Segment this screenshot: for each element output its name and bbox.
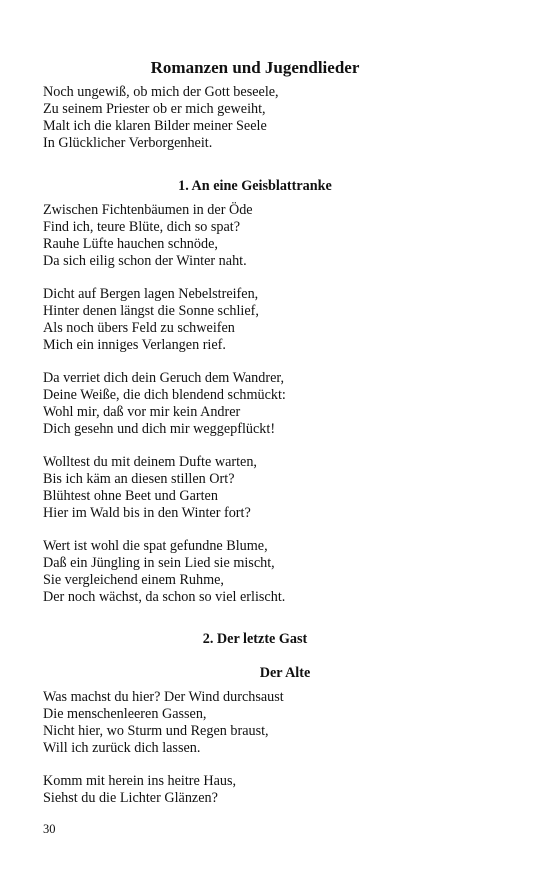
verse-line: Bis ich käm an diesen stillen Ort? (43, 471, 235, 487)
poem-heading: 2. Der letzte Gast (202, 631, 308, 647)
verse-line: Wolltest du mit deinem Dufte warten, (43, 454, 257, 470)
verse-line: Daß ein Jüngling in sein Lied sie mischt, (43, 555, 275, 571)
verse-line: Malt ich die klaren Bilder meiner Seele (43, 118, 267, 134)
verse-line: Mich ein inniges Verlangen rief. (43, 337, 226, 353)
verse-line: Dicht auf Bergen lagen Nebelstreifen, (43, 286, 259, 302)
verse-line: Siehst du die Lichter Glänzen? (43, 790, 218, 806)
intro-stanza (43, 84, 279, 152)
stanza (43, 689, 284, 757)
verse-line: Blühtest ohne Beet und Garten (43, 488, 218, 504)
verse-line: Noch ungewiß, ob mich der Gott beseele, (43, 84, 279, 100)
verse-line: Hier im Wald bis in den Winter fort? (43, 505, 251, 521)
verse-line: Komm mit herein ins heitre Haus, (43, 773, 237, 789)
verse-line: Rauhe Lüfte hauchen schnöde, (43, 236, 218, 252)
verse-line: In Glücklicher Verborgenheit. (43, 135, 213, 151)
verse-line: Wohl mir, daß vor mir kein Andrer (43, 404, 241, 420)
verse-line: Als noch übers Feld zu schweifen (43, 320, 235, 336)
verse-line: Der noch wächst, da schon so viel erlischt. (43, 589, 286, 605)
verse-line: Deine Weiße, die dich blendend schmückt: (43, 387, 286, 403)
stanza (43, 286, 259, 354)
verse-line: Nicht hier, wo Sturm und Regen braust, (43, 723, 269, 739)
stanza (43, 202, 253, 270)
section-title: Romanzen und Jugendlieder (150, 58, 360, 77)
verse-line: Da sich eilig schon der Winter naht. (43, 253, 247, 269)
stanza (43, 773, 236, 807)
verse-line: Die menschenleeren Gassen, (43, 706, 207, 722)
stanza (43, 454, 257, 522)
verse-line: Zu seinem Priester ob er mich geweiht, (43, 101, 266, 117)
verse-line: Find ich, teure Blüte, dich so spat? (43, 219, 241, 235)
verse-line: Will ich zurück dich lassen. (43, 740, 201, 756)
page-number: 30 (43, 822, 56, 836)
verse-line: Zwischen Fichtenbäumen in der Öde (43, 202, 253, 218)
verse-line: Sie vergleichend einem Ruhme, (43, 572, 224, 588)
stanza (43, 538, 285, 606)
verse-line: Wert ist wohl die spat gefundne Blume, (43, 538, 268, 554)
speaker-heading: Der Alte (259, 665, 311, 681)
verse-line: Was machst du hier? Der Wind durchsaust (43, 689, 284, 705)
verse-line: Hinter denen längst die Sonne schlief, (43, 303, 259, 319)
poem-heading: 1. An eine Geisblattranke (178, 178, 332, 194)
verse-line: Dich gesehn und dich mir weggepflückt! (43, 421, 276, 437)
verse-line: Da verriet dich dein Geruch dem Wandrer, (43, 370, 285, 386)
stanza (43, 370, 286, 438)
